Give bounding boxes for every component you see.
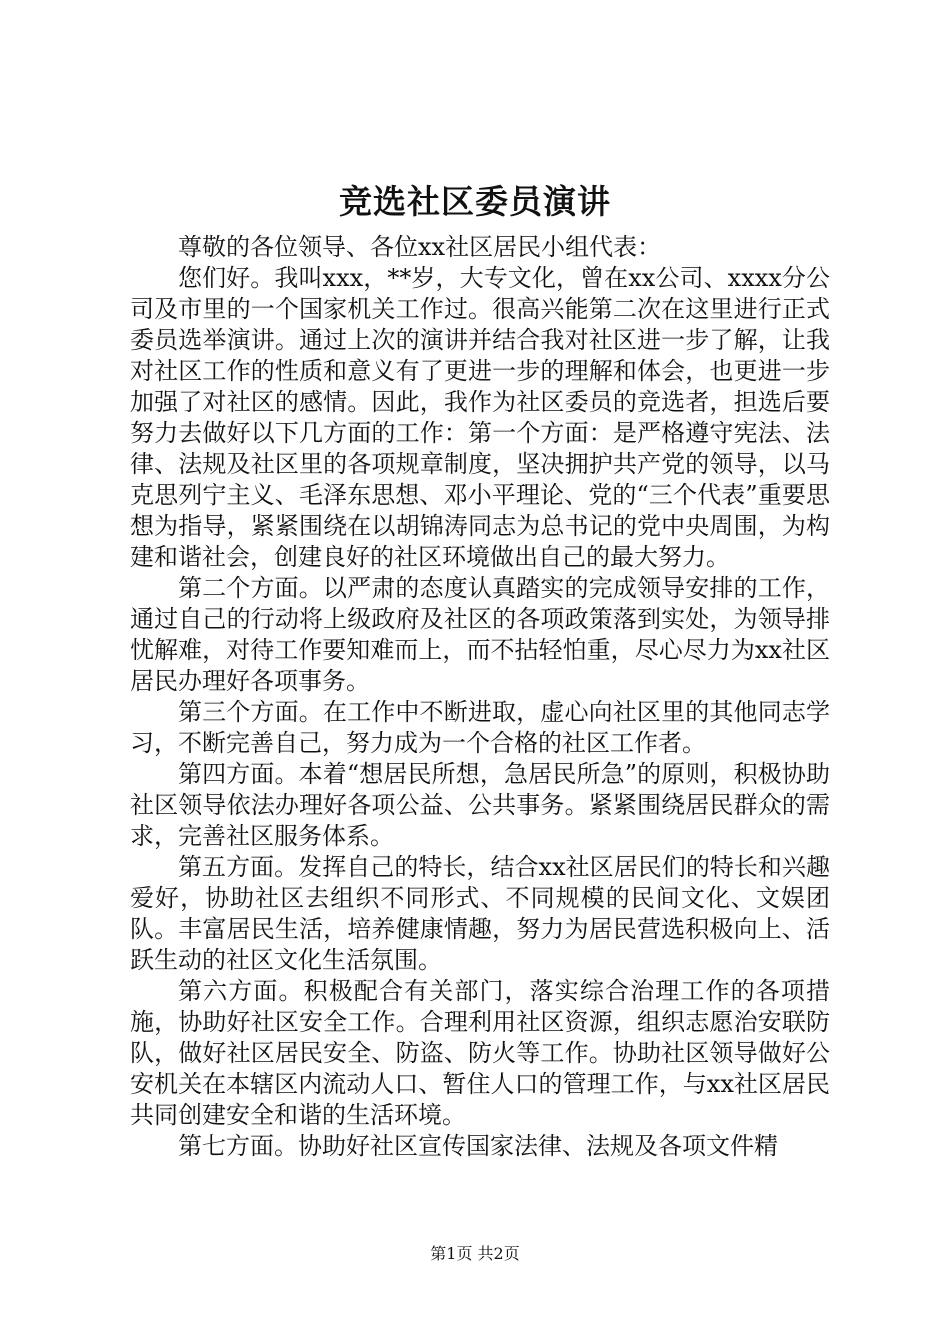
paragraph-salutation: 尊敬的各位领导、各位xx社区居民小组代表：	[178, 233, 662, 261]
document-body	[130, 232, 830, 1162]
paragraph-third-aspect: 第三个方面。在工作中不断进取，虚心向社区里的其他同志学习，不断完善自己，努力成为一个合格的社区工作者。	[130, 698, 830, 757]
paragraph-second-aspect: 第二个方面。以严肃的态度认真踏实的完成领导安排的工作，通过自己的行动将上级政府及社区的各项政策落到实处，为领导排忧解难，对待工作要知难而上，而不拈轻怕重，尽心尽力为xx社区居民办理好各项事务。	[130, 574, 830, 695]
document-title: 竞选社区委员演讲	[339, 182, 611, 221]
paragraph-sixth-aspect: 第六方面。积极配合有关部门，落实综合治理工作的各项措施，协助好社区安全工作。合理利用社区资源，组织志愿治安联防队，做好社区居民安全、防盗、防火等工作。协助社区领导做好公安机关在本辖区内流动人口、暂住人口的管理工作，与xx社区居民共同创建安全和谐的生活环境。	[130, 977, 830, 1129]
page-footer: 第1页 共2页	[430, 1244, 520, 1263]
paragraph-fourth-aspect: 第四方面。本着“想居民所想，急居民所急”的原则，积极协助社区领导依法办理好各项公益、公共事务。紧紧围绕居民群众的需求，完善社区服务体系。	[130, 760, 830, 850]
paragraph-fifth-aspect: 第五方面。发挥自己的特长，结合xx社区居民们的特长和兴趣爱好，协助社区去组织不同形式、不同规模的民间文化、文娱团队。丰富居民生活，培养健康情趣，努力为居民营选积极向上、活跃生动的社区文化生活氛围。	[130, 853, 830, 974]
paragraph-introduction: 您们好。我叫xxx，**岁，大专文化，曾在xx公司、xxxx分公司及市里的一个国家机关工作过。很高兴能第二次在这里进行正式委员选举演讲。通过上次的演讲并结合我对社区进一步了解，让我对社区工作的性质和意义有了更进一步的理解和体会，也更进一步加强了对社区的感情。因此，我作为社区委员的竞选者，担选后要努力去做好以下几方面的工作：第一个方面：是严格遵守宪法、法律、法规及社区里的各项规章制度，坚决拥护共产党的领导，以马克思列宁主义、毛泽东思想、邓小平理论、党的“三个代表”重要思想为指导，紧紧围绕在以胡锦涛同志为总书记的党中央周围，为构建和谐社会，创建良好的社区环境做出自己的最大努力。	[130, 264, 830, 571]
paragraph-seventh-aspect: 第七方面。协助好社区宣传国家法律、法规及各项文件精	[178, 1132, 778, 1160]
